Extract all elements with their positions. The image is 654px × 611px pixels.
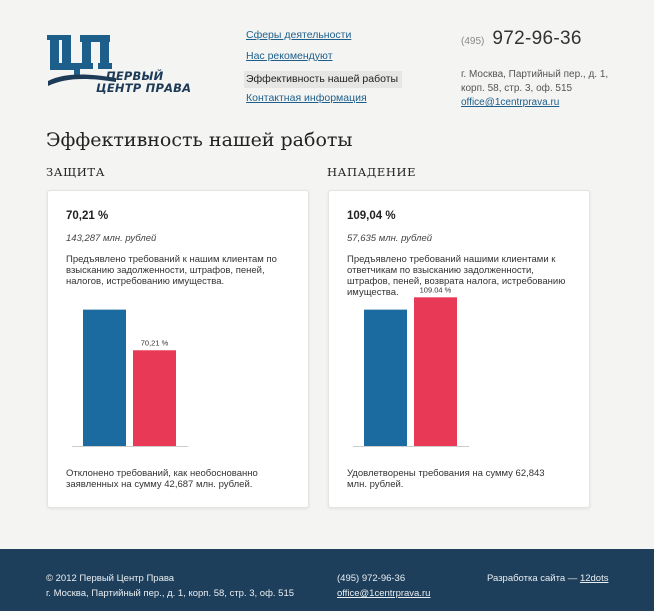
chart-bar-label: 109.04 % bbox=[419, 285, 452, 295]
card-footer-text: Отклонено требований, как необоснованно заявленных на сумму 42,687 млн. рублей. bbox=[66, 468, 258, 490]
footer-dev-link[interactable]: 12dots bbox=[579, 573, 609, 584]
logo-line2: ЦЕНТР ПРАВА bbox=[96, 81, 192, 95]
site-footer bbox=[0, 549, 654, 611]
footer-info bbox=[46, 571, 294, 601]
footer-phone: (495) 972-96-36 bbox=[337, 573, 406, 584]
phone bbox=[461, 28, 608, 50]
chart-bar bbox=[414, 297, 457, 446]
nav-item-efficiency[interactable] bbox=[246, 71, 402, 91]
card-description: Предъявлено требований к нашим клиентам по взысканию задолженности, штрафов, пеней, налогов, истребованию имущества. bbox=[66, 254, 277, 287]
card-description: Предъявлено требований нашими клиентами к ответчикам по взысканию задолженности, штрафов, пеней, возврата налога, истребованию имущества. bbox=[347, 254, 566, 298]
main-nav bbox=[246, 29, 402, 113]
card-percent: 70,21 % bbox=[66, 210, 109, 222]
card-footer-text: Удовлетворены требования на сумму 62,843 млн. рублей. bbox=[347, 468, 545, 490]
chart-bar bbox=[83, 310, 126, 446]
nav-item-recommend[interactable] bbox=[246, 50, 402, 70]
card-defense bbox=[47, 190, 309, 508]
page-title: Эффективность нашей работы bbox=[46, 129, 353, 151]
card-attack bbox=[328, 190, 590, 508]
address-line1: г. Москва, Партийный пер., д. 1, bbox=[461, 69, 609, 80]
card-sum: 143,287 млн. рублей bbox=[66, 233, 157, 244]
address bbox=[461, 68, 608, 96]
footer-email-link[interactable]: office@1centrprava.ru bbox=[337, 588, 431, 599]
chart-bar-label: 70,21 % bbox=[140, 338, 169, 348]
footer-address: г. Москва, Партийный пер., д. 1, корп. 58, стр. 3, оф. 515 bbox=[46, 588, 295, 599]
footer-developer bbox=[487, 571, 608, 586]
nav-item-contacts[interactable] bbox=[246, 92, 402, 112]
card-sum: 57,635 млн. рублей bbox=[347, 233, 433, 244]
logo-line1: ПЕРВЫЙ bbox=[106, 69, 164, 83]
nav-link[interactable]: Сферы деятельности bbox=[246, 29, 352, 41]
footer-contacts bbox=[337, 571, 430, 601]
address-line2: корп. 58, стр. 3, оф. 515 bbox=[461, 83, 573, 94]
header-contacts bbox=[461, 28, 608, 110]
nav-link[interactable]: Нас рекомендуют bbox=[246, 50, 333, 62]
chart-bar bbox=[364, 310, 407, 446]
nav-link[interactable]: Контактная информация bbox=[246, 92, 367, 104]
section-heading-defense: ЗАЩИТА bbox=[46, 165, 106, 179]
nav-current[interactable]: Эффективность нашей работы bbox=[244, 71, 402, 88]
footer-dev-label: Разработка сайта — bbox=[487, 573, 578, 584]
logo-text bbox=[96, 70, 191, 94]
chart-bar bbox=[133, 350, 176, 446]
section-heading-attack: НАПАДЕНИЕ bbox=[327, 165, 417, 179]
phone-number: 972-96-36 bbox=[492, 28, 582, 49]
footer-copyright: © 2012 Первый Центр Права bbox=[46, 573, 175, 584]
header-email-link[interactable]: office@1centrprava.ru bbox=[461, 97, 560, 108]
phone-code: (495) bbox=[461, 36, 485, 47]
nav-item-spheres[interactable] bbox=[246, 29, 402, 49]
site-logo[interactable] bbox=[46, 33, 206, 99]
card-percent: 109,04 % bbox=[347, 210, 396, 222]
